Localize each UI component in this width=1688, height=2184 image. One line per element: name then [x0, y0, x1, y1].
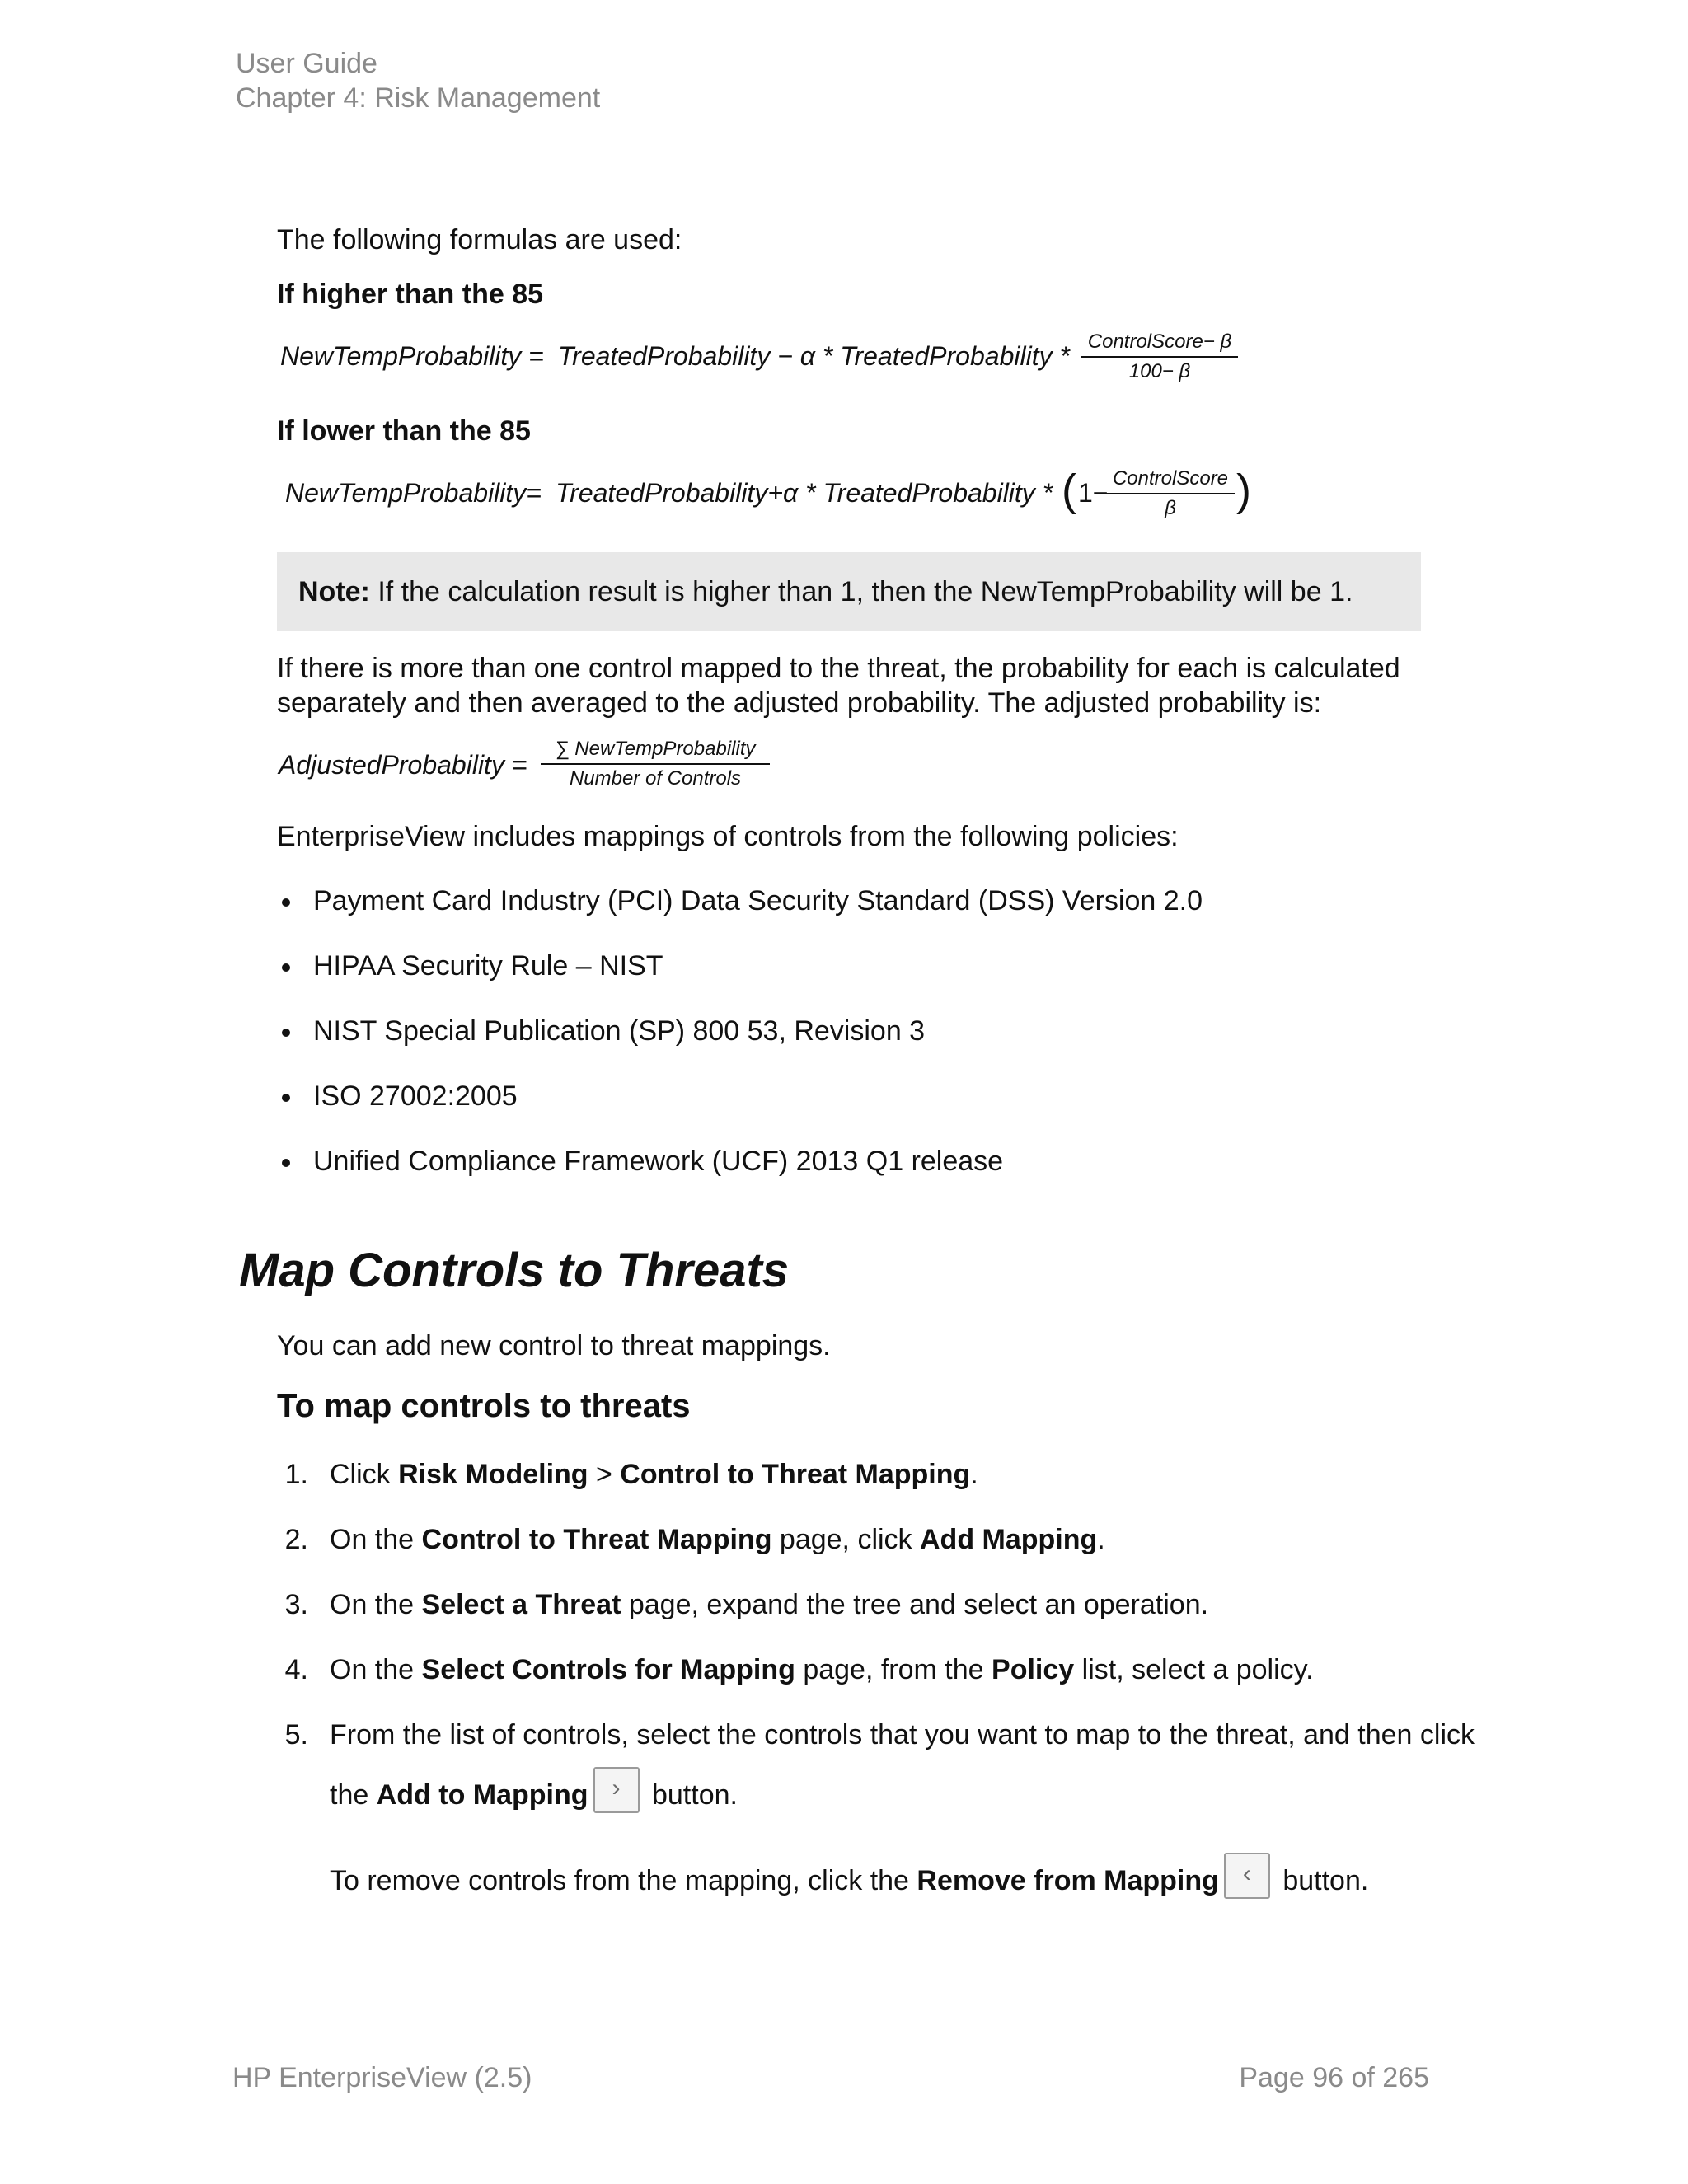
formula-higher-numerator: ControlScore− β: [1087, 330, 1232, 353]
policy-item: HIPAA Security Rule – NIST: [313, 950, 663, 982]
formula-adjusted-lhs: AdjustedProbability =: [279, 750, 528, 780]
step-text: button.: [1274, 1864, 1369, 1896]
note-body: If the calculation result is higher than 1, then the NewTempProbability will be 1.: [377, 576, 1353, 607]
formula-adjusted-numerator: ∑ NewTempProbability: [555, 738, 756, 760]
average-paragraph-line2: separately and then averaged to the adjusted probability. The adjusted probability is:: [277, 687, 1322, 719]
formula-higher-denominator: 100− β: [1128, 360, 1191, 382]
section-intro: You can add new control to threat mappings.: [277, 1330, 831, 1361]
bullet-icon: [282, 1094, 290, 1102]
policy-item: NIST Special Publication (SP) 800 53, Revision 3: [313, 1015, 926, 1047]
bullet-icon: [282, 898, 290, 907]
policy-item: Unified Compliance Framework (UCF) 2013 Q1 release: [313, 1146, 1004, 1177]
average-paragraph-line1: If there is more than one control mapped to the threat, the probability for each is calculated: [277, 653, 1400, 684]
step-1: [330, 1457, 978, 1492]
remove-from-mapping-icon: ‹: [1224, 1853, 1270, 1899]
add-to-mapping-icon: ›: [593, 1767, 640, 1813]
procedure-title: To map controls to threats: [277, 1388, 691, 1424]
formula-lower-denominator: β: [1165, 497, 1176, 519]
step-5-line1: From the list of controls, select the controls that you want to map to the threat, and then click: [330, 1719, 1475, 1750]
policy-item: ISO 27002:2005: [313, 1080, 518, 1112]
step-text: list, select a policy.: [1074, 1654, 1314, 1685]
step-number: 2.: [284, 1524, 308, 1555]
fraction-bar: [541, 763, 770, 765]
step-3: [330, 1587, 1208, 1622]
fraction-bar: [1106, 493, 1235, 494]
step-text: On the: [330, 1654, 422, 1685]
formula-lower-one-minus: 1−: [1078, 478, 1109, 508]
step-4: [330, 1652, 1314, 1687]
step-text: .: [1097, 1524, 1105, 1555]
step-text: page, from the: [795, 1654, 992, 1685]
bullet-icon: [282, 1159, 290, 1167]
formula-higher-fraction: [1081, 330, 1238, 384]
ui-term-select-a-threat: Select a Threat: [421, 1589, 621, 1620]
formula-adjusted-fraction: [541, 737, 770, 791]
step-text: Click: [330, 1459, 399, 1490]
fraction-bar: [1081, 356, 1238, 358]
step-number: 3.: [284, 1589, 308, 1620]
step-text: On the: [330, 1524, 422, 1555]
step-text: .: [970, 1459, 978, 1490]
ui-term-add-to-mapping: Add to Mapping: [376, 1779, 588, 1811]
intro-paragraph: The following formulas are used:: [277, 224, 682, 255]
step-text: page, click: [771, 1524, 920, 1555]
formula-lower-lhs: NewTempProbability=: [285, 478, 542, 508]
step-number: 5.: [284, 1719, 308, 1750]
remove-instruction: [330, 1859, 1368, 1905]
footer-product: HP EnterpriseView (2.5): [232, 2062, 532, 2093]
ui-term-control-to-threat-mapping: Control to Threat Mapping: [421, 1524, 772, 1555]
ui-term-remove-from-mapping: Remove from Mapping: [917, 1864, 1219, 1896]
step-text: On the: [330, 1589, 422, 1620]
step-text: page, expand the tree and select an operation.: [621, 1589, 1209, 1620]
step-2: [330, 1522, 1105, 1557]
bullet-icon: [282, 963, 290, 972]
formula-higher-lhs: NewTempProbability =: [280, 341, 544, 371]
policies-intro: EnterpriseView includes mappings of controls from the following policies:: [277, 821, 1179, 852]
formula-lower-close-paren: ): [1236, 466, 1251, 515]
step-number: 1.: [284, 1459, 308, 1490]
step-text: >: [588, 1459, 621, 1490]
formula-lower-heading: If lower than the 85: [277, 415, 531, 447]
formula-lower-numerator: ControlScore: [1112, 467, 1229, 490]
step-text: button.: [644, 1779, 738, 1811]
ui-term-add-mapping: Add Mapping: [920, 1524, 1098, 1555]
step-text: To remove controls from the mapping, click the: [330, 1864, 917, 1896]
running-header: [236, 46, 600, 115]
formula-lower-open-paren: (: [1062, 466, 1076, 515]
policy-item: Payment Card Industry (PCI) Data Security Standard (DSS) Version 2.0: [313, 885, 1203, 916]
step-text: the: [330, 1779, 377, 1811]
footer-page-number: Page 96 of 265: [1239, 2062, 1429, 2093]
step-5-line2: [330, 1774, 738, 1820]
formula-higher-rhs: TreatedProbability − α * TreatedProbability *: [558, 341, 1070, 371]
formula-lower-fraction: [1106, 466, 1235, 521]
ui-term-select-controls-for-mapping: Select Controls for Mapping: [421, 1654, 795, 1685]
ui-term-control-to-threat-mapping: Control to Threat Mapping: [620, 1459, 971, 1490]
note-label: Note:: [298, 576, 370, 607]
header-chapter-title: Chapter 4: Risk Management: [236, 82, 601, 114]
header-guide-title: User Guide: [236, 48, 377, 79]
formula-lower-rhs: TreatedProbability+α * TreatedProbability *: [556, 478, 1053, 508]
step-number: 4.: [284, 1654, 308, 1685]
note-text: [298, 574, 1353, 609]
ui-term-policy: Policy: [992, 1654, 1075, 1685]
formula-adjusted-denominator: Number of Controls: [569, 767, 742, 790]
section-title: Map Controls to Threats: [239, 1244, 790, 1297]
bullet-icon: [282, 1029, 290, 1037]
ui-term-risk-modeling: Risk Modeling: [398, 1459, 588, 1490]
formula-higher-heading: If higher than the 85: [277, 279, 544, 310]
